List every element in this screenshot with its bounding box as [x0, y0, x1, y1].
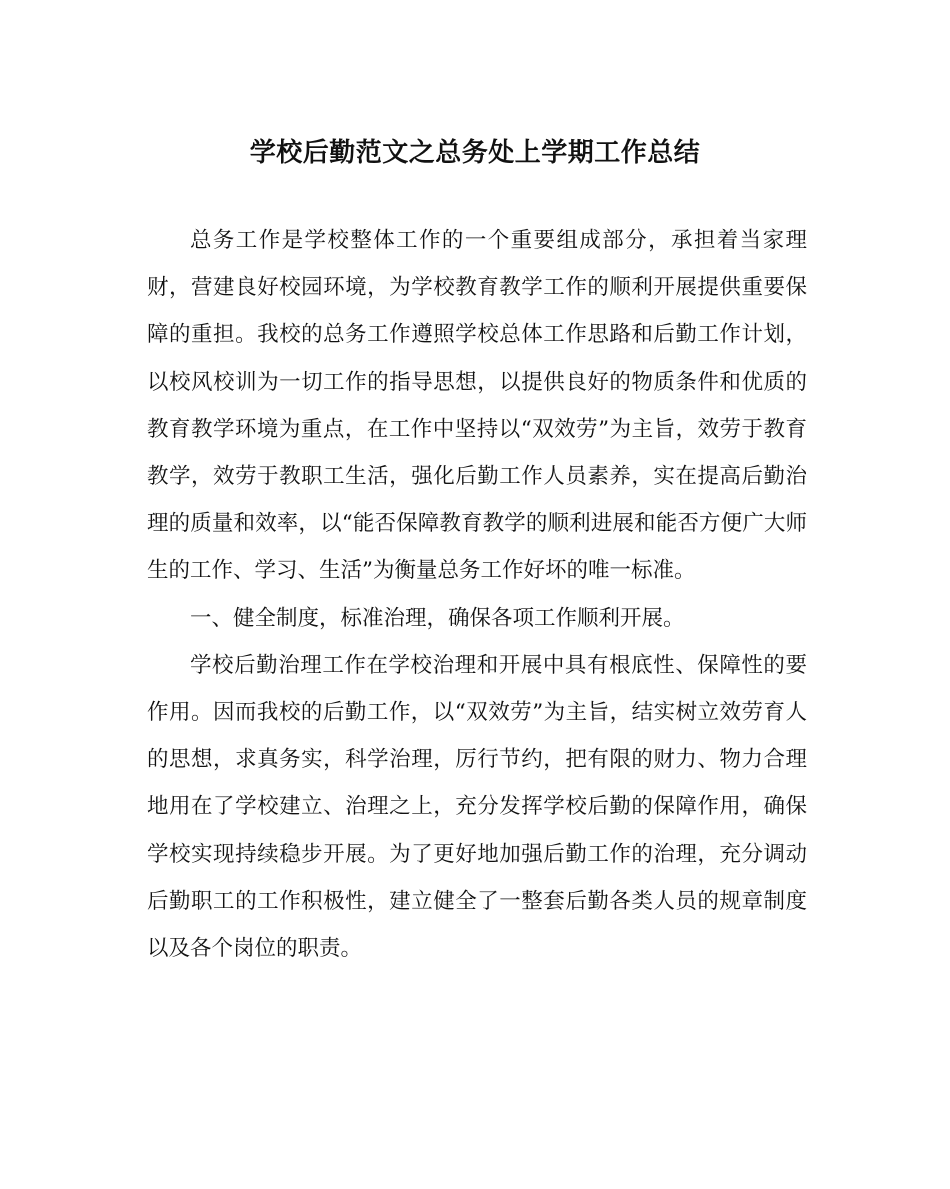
paragraph-intro: 总务工作是学校整体工作的一个重要组成部分，承担着当家理财，营建良好校园环境，为学校教育教学工作的顺利开展提供重要保障的重担。我校的总务工作遵照学校总体工作思路和后勤工作计划，以校风校训为一切工作的指导思想，以提供良好的物质条件和优质的教育教学环境为重点，在工作中坚持以“双效劳”为主旨，效劳于教育教学，效劳于教职工生活，强化后勤工作人员素养，实在提高后勤治理的质量和效率，以“能否保障教育教学的顺利进展和能否方便广大师生的工作、学习、生活”为衡量总务工作好坏的唯一标准。 — [147, 228, 807, 584]
document-body — [147, 217, 807, 972]
document-title: 学校后勤范文之总务处上学期工作总结 — [249, 138, 701, 168]
paragraph-section-body: 学校后勤治理工作在学校治理和开展中具有根底性、保障性的要作用。因而我校的后勤工作，以“双效劳”为主旨，结实树立效劳育人的思想，求真务实，科学治理，厉行节约，把有限的财力、物力合理地用在了学校建立、治理之上，充分发挥学校后勤的保障作用，确保学校实现持续稳步开展。为了更好地加强后勤工作的治理，充分调动后勤职工的工作积极性，建立健全了一整套后勤各类人员的规章制度以及各个岗位的职责。 — [147, 652, 807, 962]
paragraph-section-heading: 一、健全制度，标准治理，确保各项工作顺利开展。 — [190, 605, 685, 631]
